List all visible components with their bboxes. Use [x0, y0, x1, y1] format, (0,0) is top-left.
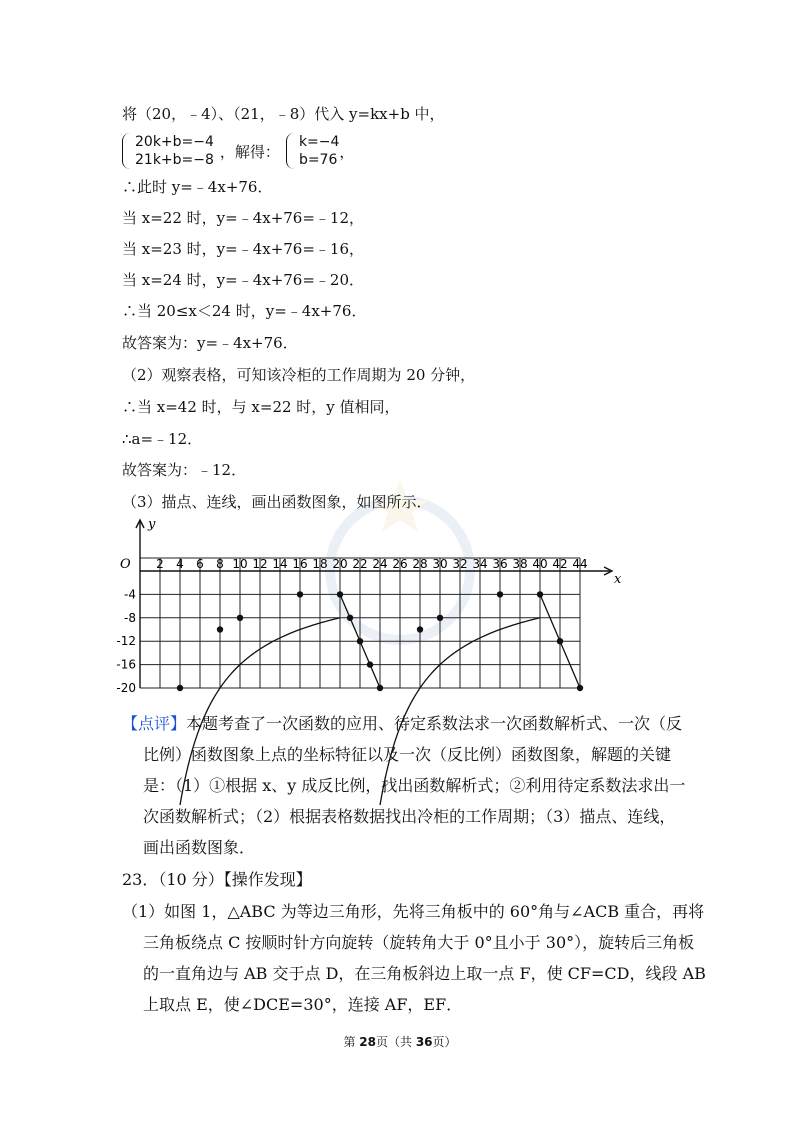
left-brace [286, 133, 295, 169]
text-line: 的一直角边与 AB 交于点 D，在三角板斜边上取一点 F，使 CF=CD，线段 AB [143, 964, 706, 983]
data-point [377, 685, 383, 691]
equation-system [122, 131, 354, 171]
x-tick-label: 10 [232, 557, 248, 571]
y-tick-label: -4 [124, 587, 136, 602]
comment-tag: 【点评】 [122, 714, 187, 733]
text-line: 是：（1）①根据 x、y 成反比例，找出函数解析式；②利用待定系数法求出一 [143, 776, 686, 795]
text-line: 将（20，﹣4）、（21，﹣8）代入 y=kx+b 中， [122, 105, 445, 123]
equation: b=76 [298, 152, 338, 168]
x-tick-label: 38 [512, 557, 528, 571]
text-line: ∴当 x=42 时，与 x=22 时，y 值相同， [122, 398, 400, 416]
x-tick-label: 26 [392, 557, 408, 571]
data-point [347, 615, 353, 621]
data-point [497, 591, 503, 597]
x-tick-label: 32 [452, 557, 468, 571]
origin-label: O [120, 557, 131, 572]
text-comma: ， [339, 142, 355, 161]
text-line: 上取点 E，使∠DCE=30°，连接 AF，EF． [143, 995, 463, 1014]
data-point [537, 591, 543, 597]
y-tick-label: -16 [116, 657, 136, 672]
text-line: 次函数解析式；（2）根据表格数据找出冷柜的工作周期；（3）描点、连线， [143, 807, 676, 826]
equation: 21k+b=−8 [135, 152, 214, 168]
x-tick-label: 6 [196, 557, 204, 571]
data-point [217, 626, 223, 632]
y-tick-label: -8 [124, 610, 136, 625]
comment-text: 本题考查了一次函数的应用、待定系数法求一次函数解析式、一次（反 [186, 714, 683, 733]
text-line: （2）观察表格，可知该冷柜的工作周期为 20 分钟， [122, 366, 476, 384]
system-solution [299, 133, 339, 169]
text-line: ∴a=﹣12． [122, 430, 203, 448]
data-point [437, 615, 443, 621]
x-tick-label: 2 [156, 557, 164, 571]
text-line: 故答案为：﹣12． [122, 461, 247, 479]
data-point [557, 638, 563, 644]
x-tick-label: 34 [472, 557, 488, 571]
data-point [357, 638, 363, 644]
page-number: 28 [359, 1035, 376, 1049]
x-tick-label: 24 [372, 557, 388, 571]
x-tick-label: 20 [332, 557, 348, 571]
text-solve: ，解得： [219, 142, 280, 161]
left-brace [122, 133, 131, 169]
system-equations [135, 133, 214, 169]
footer-mid: 页（共 [375, 1035, 416, 1049]
text-line: ∴此时 y=﹣4x+76． [122, 178, 273, 196]
text-line: 三角板绕点 C 按顺时针方向旋转（旋转角大于 0°且小于 30°），旋转后三角板 [143, 933, 695, 952]
data-point [337, 591, 343, 597]
text-line: ∴当 20≤x＜24 时，y=﹣4x+76． [122, 302, 367, 320]
data-point [297, 591, 303, 597]
x-tick-label: 42 [552, 557, 568, 571]
y-axis-label: y [148, 517, 156, 532]
y-tick-label: -20 [116, 681, 136, 695]
data-point [577, 685, 583, 691]
text-line: 故答案为：y=﹣4x+76． [122, 334, 298, 352]
x-tick-label: 14 [272, 557, 288, 571]
text-line: 当 x=23 时，y=﹣4x+76=﹣16， [122, 240, 365, 258]
data-point [367, 661, 373, 667]
data-point [417, 626, 423, 632]
y-tick-label: -12 [116, 634, 136, 649]
data-point [177, 685, 183, 691]
comment-paragraph [122, 714, 682, 734]
x-tick-label: 12 [252, 557, 268, 571]
x-tick-label: 16 [292, 557, 308, 571]
function-graph [116, 516, 622, 695]
equation: k=−4 [298, 134, 340, 150]
x-tick-label: 4 [176, 557, 184, 571]
x-axis-label: x [614, 572, 622, 587]
text-line: （1）如图 1，△ABC 为等边三角形，先将三角板中的 60°角与∠ACB 重合，再将 [122, 902, 705, 921]
x-tick-label: 44 [572, 557, 588, 571]
page-footer [0, 1033, 800, 1050]
x-tick-label: 28 [412, 557, 428, 571]
text-line: 画出函数图象． [143, 838, 256, 857]
footer-prefix: 第 [343, 1035, 360, 1049]
data-point [237, 615, 243, 621]
equation: 20k+b=−4 [135, 134, 214, 150]
page-total: 36 [415, 1035, 433, 1049]
footer-suffix: 页） [432, 1035, 457, 1049]
text-line: 当 x=24 时，y=﹣4x+76=﹣20． [122, 271, 365, 289]
x-tick-label: 18 [312, 557, 328, 571]
x-tick-label: 36 [492, 557, 508, 571]
x-tick-label: 22 [352, 557, 368, 571]
x-tick-label: 8 [216, 557, 224, 571]
x-tick-label: 30 [432, 557, 448, 571]
x-tick-label: 40 [532, 557, 548, 571]
text-line: 当 x=22 时，y=﹣4x+76=﹣12， [122, 209, 365, 227]
text-line: （3）描点、连线，画出函数图象，如图所示． [122, 493, 432, 511]
question-heading: 23．（10 分）【操作发现】 [122, 870, 312, 889]
text-line: 比例）函数图象上点的坐标特征以及一次（反比例）函数图象，解题的关键 [143, 745, 672, 764]
